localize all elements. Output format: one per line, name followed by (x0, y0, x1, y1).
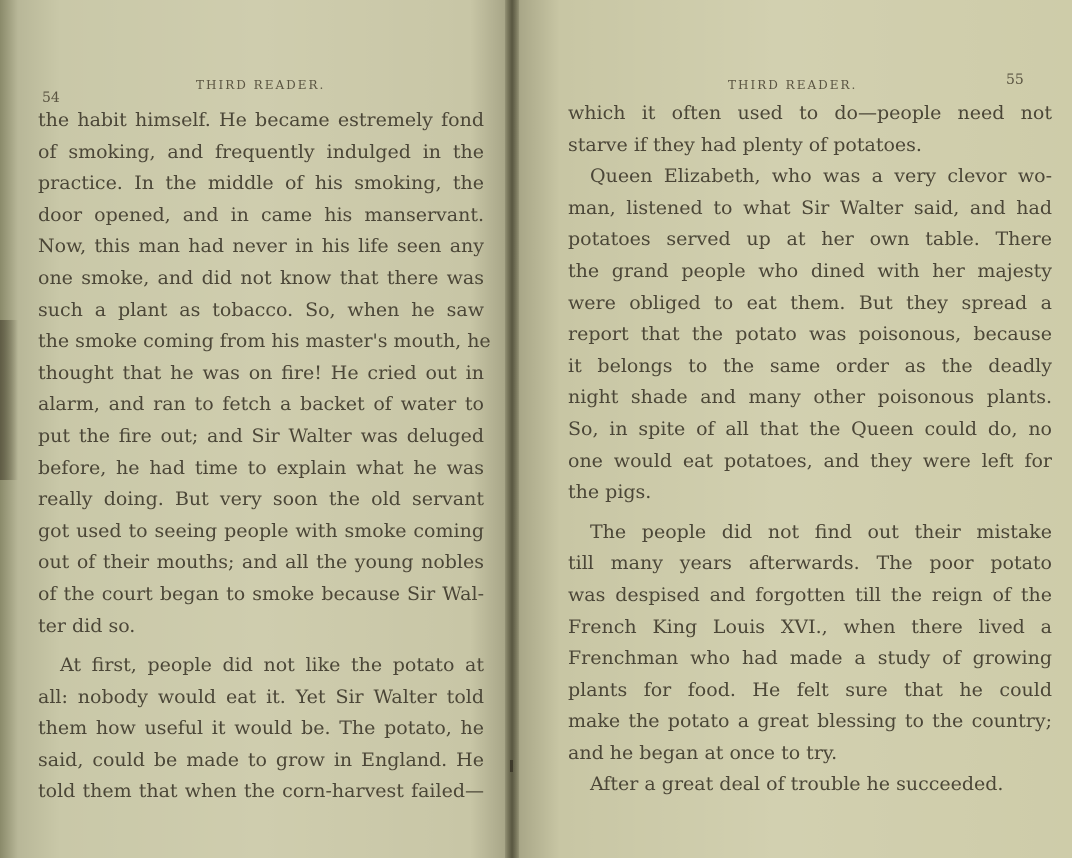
text-line: alarm, and ran to fetch a backet of water to (38, 393, 484, 416)
text-line: such a plant as tobacco. So, when he saw (38, 298, 484, 321)
text-line: out of their mouths; and all the young nobles (38, 551, 484, 574)
page-number: 54 (42, 90, 60, 106)
page-number: 55 (1006, 72, 1024, 88)
running-head: THIRD READER. (196, 78, 326, 92)
text-line: After a great deal of trouble he succeeded. (590, 773, 1004, 796)
text-line: Now, this man had never in his life seen any (38, 235, 484, 258)
text-line: practice. In the middle of his smoking, the (38, 172, 484, 195)
text-line: of the court began to smoke because Sir Wal- (38, 582, 484, 605)
text-line: night shade and many other poisonous plants. (568, 386, 1052, 409)
text-line: really doing. But very soon the old servant (38, 488, 484, 511)
text-line: of smoking, and frequently indulged in the (38, 140, 484, 163)
text-line: said, could be made to grow in England. He (38, 748, 484, 771)
text-line: put the fire out; and Sir Walter was deluged (38, 424, 484, 447)
text-line: were obliged to eat them. But they spread a (568, 291, 1052, 314)
text-line: thought that he was on fire! He cried out in (38, 361, 484, 384)
text-line: ter did so. (38, 614, 136, 637)
text-line: all: nobody would eat it. Yet Sir Walter told (38, 685, 484, 708)
text-line: which it often used to do—people need not (568, 102, 1052, 124)
book-gutter (505, 0, 519, 858)
gutter-mark (510, 760, 513, 772)
text-line: before, he had time to explain what he was (38, 456, 484, 479)
text-line: French King Louis XVI., when there lived a (568, 615, 1052, 638)
text-line: report that the potato was poisonous, because (568, 323, 1052, 346)
text-line: and he began at once to try. (568, 741, 838, 764)
text-line: the grand people who dined with her majesty (568, 259, 1052, 282)
page-body (38, 105, 491, 808)
text-line: make the potato a great blessing to the country; (568, 710, 1052, 733)
text-line: told them that when the corn-harvest failed— (38, 780, 484, 803)
text-line: The people did not find out their mistake (590, 520, 1052, 543)
text-line: Queen Elizabeth, who was a very clevor wo- (590, 165, 1052, 188)
text-line: At first, people did not like the potato at (60, 654, 484, 677)
text-line: got used to seeing people with smoke coming (38, 519, 484, 542)
text-line: potatoes served up at her own table. There (568, 228, 1052, 251)
running-head: THIRD READER. (728, 78, 858, 92)
text-line: one would eat potatoes, and they were left for (568, 449, 1052, 472)
page-body (568, 98, 1052, 801)
text-line: man, listened to what Sir Walter said, and had (568, 196, 1052, 219)
text-line: was despised and forgotten till the reign of the (568, 583, 1052, 606)
text-line: starve if they had plenty of potatoes. (568, 133, 922, 156)
paragraph-gap (568, 509, 1052, 517)
text-line: door opened, and in came his manservant. (38, 203, 484, 226)
text-line: the habit himself. He became estremely fond (38, 109, 484, 131)
text-line: it belongs to the same order as the deadly (568, 354, 1052, 377)
text-line: the smoke coming from his master's mouth, he (38, 330, 491, 353)
text-line: them how useful it would be. The potato, he (38, 717, 484, 740)
text-line: plants for food. He felt sure that he could (568, 678, 1052, 701)
text-line: till many years afterwards. The poor potato (568, 552, 1052, 575)
text-line: So, in spite of all that the Queen could do, no (568, 417, 1052, 440)
page-edge-shadow (0, 320, 18, 480)
text-line: the pigs. (568, 481, 652, 504)
text-line: one smoke, and did not know that there was (38, 266, 484, 289)
paragraph-gap (38, 642, 484, 650)
text-line: Frenchman who had made a study of growing (568, 647, 1052, 670)
